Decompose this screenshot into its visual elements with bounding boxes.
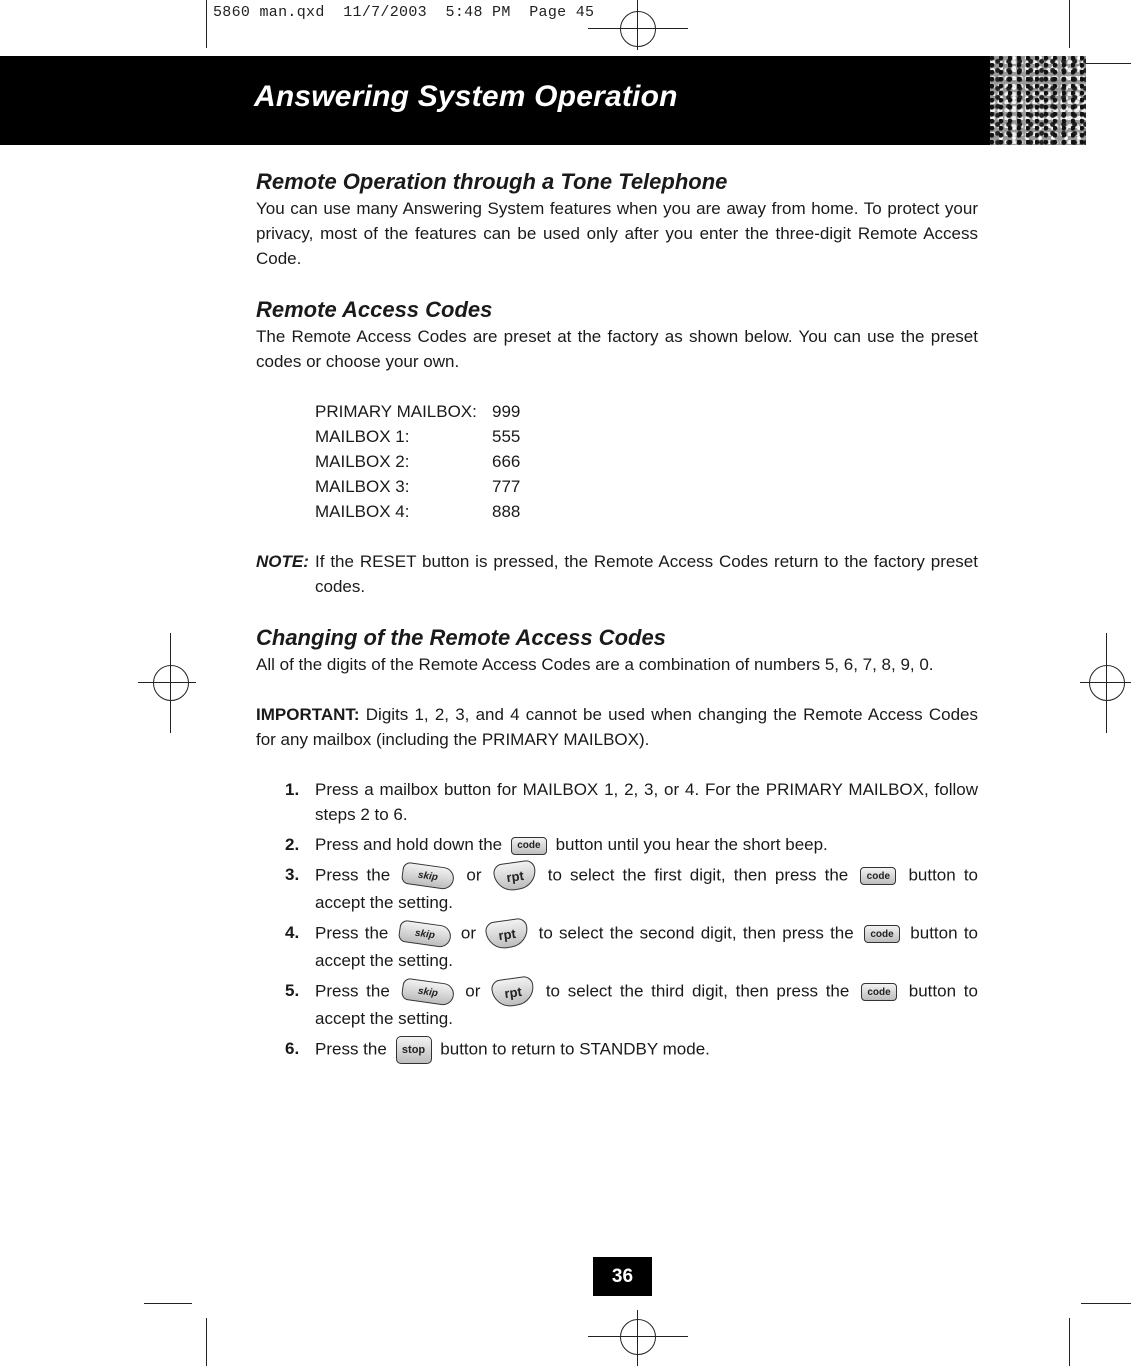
step-number: 2.	[285, 835, 300, 854]
note-text: If the RESET button is pressed, the Remote Access Codes return to the factory preset codes.	[315, 552, 978, 596]
step-text	[315, 920, 978, 973]
step-text-mid: to select the third digit, then press the	[545, 981, 850, 1001]
step	[256, 832, 978, 857]
code-button-icon: code	[860, 867, 896, 885]
step-text-pre: Press the	[315, 1039, 387, 1059]
registration-line	[637, 1310, 638, 1366]
step	[256, 978, 978, 1031]
code-label: MAILBOX 2:	[315, 452, 410, 471]
code-value: 777	[492, 477, 521, 496]
skip-button-icon: skip	[397, 919, 452, 948]
step-number: 4.	[285, 923, 300, 942]
code-button-icon: code	[864, 925, 900, 943]
registration-line	[588, 28, 688, 29]
step	[256, 862, 978, 915]
step	[256, 1036, 978, 1064]
code-value: 999	[492, 402, 521, 421]
code-button-icon: code	[861, 983, 897, 1001]
section-remote-access-codes	[256, 296, 978, 599]
step-text: Press a mailbox button for MAILBOX 1, 2, 3, or 4. For the PRIMARY MAILBOX, follow steps 2 to 6.	[315, 780, 978, 824]
rpt-button-icon: rpt	[490, 975, 535, 1009]
step-text	[315, 978, 978, 1031]
section-heading: Remote Access Codes	[256, 297, 493, 322]
code-button-icon: code	[511, 837, 547, 855]
section-body: All of the digits of the Remote Access Codes are a combination of numbers 5, 6, 7, 8, 9, 0.	[256, 655, 934, 674]
rpt-button-icon: rpt	[485, 917, 530, 951]
code-label: MAILBOX 4:	[315, 502, 410, 521]
step-number: 1.	[285, 780, 300, 799]
step-text-pre: Press and hold down the	[315, 835, 503, 854]
crop-mark	[1069, 1318, 1070, 1366]
step-text-or: or	[466, 865, 482, 885]
step-number: 5.	[285, 981, 300, 1000]
step	[256, 777, 978, 827]
section-heading: Remote Operation through a Tone Telephone	[256, 169, 728, 194]
step	[256, 920, 978, 973]
page-title: Answering System Operation	[254, 80, 678, 113]
code-row	[315, 499, 978, 524]
step-text	[315, 832, 978, 857]
registration-line	[1106, 633, 1107, 733]
section-body: The Remote Access Codes are preset at the factory as shown below. You can use the preset codes or choose your own.	[256, 327, 978, 371]
step-text-post: button to accept the setting.	[315, 865, 978, 912]
step-number: 6.	[285, 1039, 300, 1058]
step-number: 3.	[285, 865, 300, 884]
code-row	[315, 399, 978, 424]
registration-mark-right	[1089, 665, 1125, 701]
code-value: 555	[492, 427, 521, 446]
step-text-pre: Press the	[315, 923, 389, 943]
skip-button-icon: skip	[401, 861, 456, 890]
registration-line	[138, 682, 196, 683]
section-heading: Changing of the Remote Access Codes	[256, 625, 666, 650]
crop-mark	[1081, 1303, 1131, 1304]
registration-mark-top	[620, 11, 656, 47]
step-text-pre: Press the	[315, 865, 391, 885]
code-label: MAILBOX 1:	[315, 427, 410, 446]
print-slug: 5860 man.qxd 11/7/2003 5:48 PM Page 45	[213, 4, 595, 21]
rpt-button-icon: rpt	[492, 859, 537, 893]
stop-button-icon: stop	[396, 1036, 432, 1064]
step-text-post: button until you hear the short beep.	[555, 835, 828, 854]
step-text	[315, 1036, 978, 1064]
section-changing-codes	[256, 624, 978, 1064]
note-label: NOTE:	[256, 552, 309, 571]
step-text-or: or	[465, 981, 481, 1001]
important-label: IMPORTANT:	[256, 705, 360, 724]
steps-list	[256, 777, 978, 1064]
step-text-post: button to return to STANDBY mode.	[440, 1039, 710, 1059]
crop-mark	[206, 1318, 207, 1366]
crop-mark	[1069, 0, 1070, 48]
skip-button-icon: skip	[400, 977, 455, 1006]
important-paragraph	[256, 702, 978, 752]
header-texture-graphic	[990, 56, 1086, 145]
code-value: 666	[492, 452, 521, 471]
step-text-or: or	[460, 923, 477, 943]
note	[256, 549, 978, 599]
step-text	[315, 862, 978, 915]
page-number: 36	[593, 1257, 652, 1296]
code-row	[315, 474, 978, 499]
registration-line	[588, 1336, 688, 1337]
section-remote-operation	[256, 168, 978, 271]
registration-line	[1080, 682, 1131, 683]
code-row	[315, 449, 978, 474]
crop-mark	[206, 0, 207, 48]
code-label: MAILBOX 3:	[315, 477, 410, 496]
registration-mark-bottom	[620, 1319, 656, 1355]
step-text-post: button to accept the setting.	[315, 981, 978, 1028]
section-body: You can use many Answering System features when you are away from home. To protect your privacy, most of the features can be used only after you enter the three-digit Remote Access Code.	[256, 199, 978, 268]
code-value: 888	[492, 502, 521, 521]
codes-list	[315, 399, 978, 524]
registration-mark-left	[153, 665, 189, 701]
registration-line	[170, 633, 171, 733]
step-text-pre: Press the	[315, 981, 390, 1001]
crop-mark	[1084, 63, 1131, 64]
step-text-post: button to accept the setting.	[315, 923, 979, 970]
important-text: Digits 1, 2, 3, and 4 cannot be used when changing the Remote Access Codes for any mailbox (including the PRIMARY MAILBOX).	[256, 705, 978, 749]
page-content	[256, 168, 978, 1089]
code-label: PRIMARY MAILBOX:	[315, 402, 477, 421]
step-text-mid: to select the first digit, then press the	[547, 865, 849, 885]
step-text-mid: to select the second digit, then press the	[538, 923, 854, 943]
code-row	[315, 424, 978, 449]
crop-mark	[144, 1303, 192, 1304]
registration-line	[637, 0, 638, 50]
